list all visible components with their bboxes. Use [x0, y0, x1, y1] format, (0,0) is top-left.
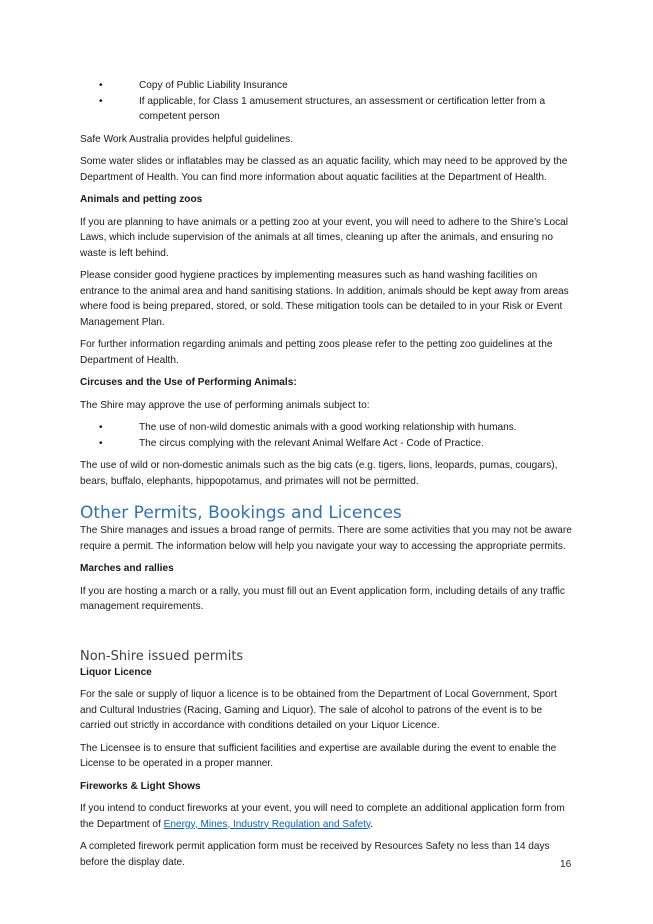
bullet-glyph: • — [99, 437, 103, 449]
section-heading: Animals and petting zoos — [80, 194, 203, 205]
paragraph: The use of wild or non-domestic animals such as the big cats (e.g. tigers, lions, leopards, pumas, cougars), bears, buffalo, elephants, hippopotamus, and primates will not be permitted. — [80, 460, 558, 487]
circus-conditions-list — [80, 420, 575, 451]
energy-mines-link[interactable]: Energy, Mines, Industry Regulation and Safety — [163, 818, 371, 830]
bullet-glyph: • — [99, 80, 103, 91]
paragraph: The Licensee is to ensure that sufficient facilities and expertise are available during the event to enable the License to be operated in a proper manner. — [80, 742, 557, 769]
paragraph: For the sale or supply of liquor a licence is to be obtained from the Department of Local Government, Sport and Cultural Industries (Racing, Gaming and Liquor). The sale of alcohol to patrons of the event is to be carried out strictly in accordance with conditions detailed on your Liquor Licence. — [80, 689, 557, 731]
section-heading: Marches and rallies — [80, 563, 174, 574]
paragraph: The Shire manages and issues a broad range of permits. There are some activities that you may not be aware require a permit. The information below will help you navigate your way to accessing the appropriate permits. — [80, 525, 572, 552]
paragraph: Please consider good hygiene practices by implementing measures such as hand washing facilities on entrance to the animal area and hand sanitising stations. In addition, animals should be kept away from areas where food is being prepared, stored, or sold. These mitigation tools can be detailed to in your Risk or Event Management Plan. — [80, 270, 569, 328]
heading-non-shire-permits: Non-Shire issued permits — [80, 648, 244, 664]
paragraph: Some water slides or inflatables may be classed as an aquatic facility, which may need to be approved by the Department of Health. You can find more information about aquatic facilities at the Department of Health. — [80, 156, 568, 183]
bullet-glyph: • — [99, 422, 103, 433]
paragraph: If you are hosting a march or a rally, you must fill out an Event application form, including details of any traffic management requirements. — [80, 585, 565, 612]
page-content — [80, 78, 575, 877]
bullet-glyph: • — [99, 95, 103, 107]
list-item: • Copy of Public Liability Insurance — [80, 78, 575, 94]
section-heading: Fireworks & Light Shows — [80, 780, 201, 792]
section-heading: Circuses and the Use of Performing Animals: — [80, 377, 297, 388]
paragraph: A completed firework permit application form must be received by Resources Safety no less than 14 days before the display date. — [80, 841, 550, 868]
list-item: • The circus complying with the relevant Animal Welfare Act - Code of Practice. — [80, 436, 575, 452]
paragraph: If you intend to conduct fireworks at your event, you will need to complete an additional application form from the Department of Energy, Mines, Industry Regulation and Safety. — [80, 803, 565, 830]
paragraph: The Shire may approve the use of performing animals subject to: — [80, 399, 370, 411]
heading-other-permits: Other Permits, Bookings and Licences — [80, 503, 402, 523]
paragraph: If you are planning to have animals or a petting zoo at your event, you will need to adhere to the Shire’s Local Laws, which include supervision of the animals at all times, cleaning up after the animals, and ensuring no waste is left behind. — [80, 216, 568, 259]
list-item: • If applicable, for Class 1 amusement structures, an assessment or certification letter from a competent person — [99, 95, 546, 122]
paragraph: Safe Work Australia provides helpful guidelines. — [80, 133, 294, 145]
requirements-list — [80, 78, 575, 125]
list-item: • The use of non-wild domestic animals with a good working relationship with humans. — [80, 420, 575, 436]
page-number: 16 — [560, 859, 572, 870]
section-heading: Liquor Licence — [80, 666, 152, 678]
paragraph: For further information regarding animals and petting zoos please refer to the petting zoo guidelines at the Department of Health. — [80, 339, 553, 366]
